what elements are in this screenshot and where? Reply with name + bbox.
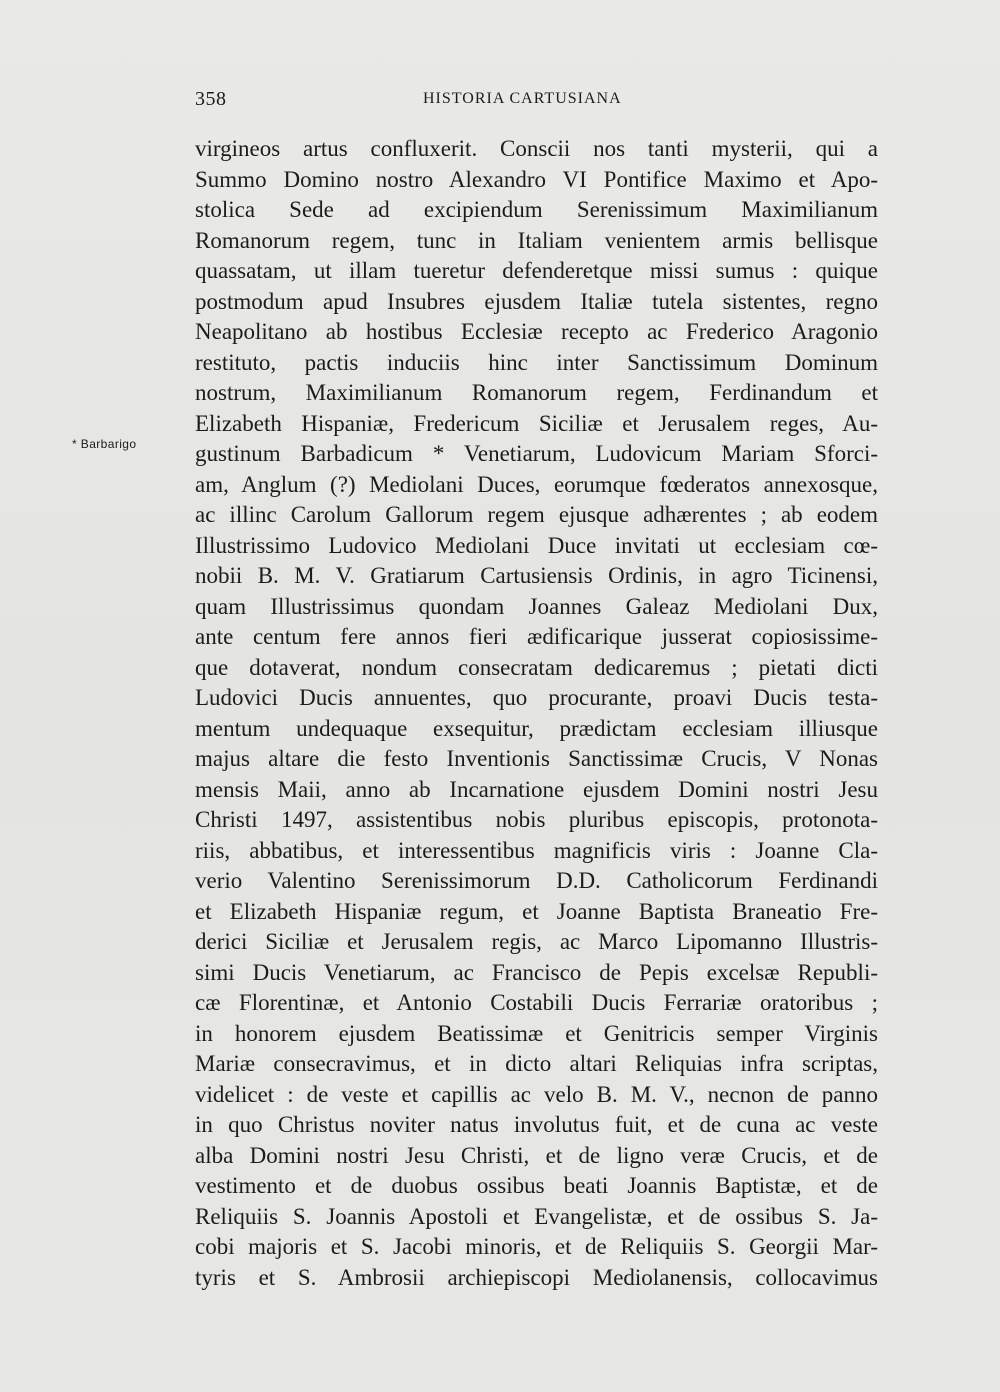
- text-line: Mariæ consecravimus, et in dicto altari Reliquias infra scriptas,: [195, 1051, 878, 1076]
- text-line: Elizabeth Hispaniæ, Fredericum Siciliæ et Jerusalem reges, Au-: [195, 410, 878, 436]
- text-line: derici Siciliæ et Jerusalem regis, ac Marco Lipomanno Illustris-: [195, 929, 878, 954]
- running-title: HISTORIA CARTUSIANA: [423, 90, 622, 107]
- text-line: tyris et S. Ambrosii archiepiscopi Mediolanensis, collocavimus: [195, 1264, 878, 1290]
- page-number: 358: [195, 88, 227, 110]
- body-text: [195, 134, 878, 1293]
- text-line: nostrum, Maximilianum Romanorum regem, Ferdinandum et: [195, 380, 878, 405]
- text-line: Reliquiis S. Joannis Apostoli et Evangelistæ, et de ossibus S. Ja-: [195, 1203, 878, 1229]
- text-line: Summo Domino nostro Alexandro VI Pontifice Maximo et Apo-: [195, 166, 878, 192]
- text-line: mensis Maii, anno ab Incarnatione ejusdem Domini nostri Jesu: [195, 776, 878, 802]
- text-line: ante centum fere annos fieri ædificarique jusserat copiosissime-: [195, 624, 878, 649]
- text-line: am, Anglum (?) Mediolani Duces, eorumque fœderatos annexosque,: [195, 471, 878, 497]
- text-line: vestimento et de duobus ossibus beati Joannis Baptistæ, et de: [195, 1173, 878, 1198]
- text-line: nobii B. M. V. Gratiarum Cartusiensis Ordinis, in agro Ticinensi,: [195, 563, 878, 588]
- text-line: gustinum Barbadicum * Venetiarum, Ludovicum Mariam Sforci-: [195, 441, 878, 466]
- text-line: cobi majoris et S. Jacobi minoris, et de Reliquiis S. Georgii Mar-: [195, 1234, 878, 1259]
- text-line: Christi 1497, assistentibus nobis pluribus episcopis, protonota-: [195, 807, 878, 832]
- text-line: et Elizabeth Hispaniæ regum, et Joanne Baptista Braneatio Fre-: [195, 898, 878, 924]
- text-line: que dotaverat, nondum consecratam dedicaremus ; pietati dicti: [195, 654, 878, 680]
- text-line: verio Valentino Serenissimorum D.D. Catholicorum Ferdinandi: [195, 868, 878, 893]
- text-line: alba Domini nostri Jesu Christi, et de ligno veræ Crucis, et de: [195, 1142, 878, 1168]
- text-line: postmodum apud Insubres ejusdem Italiæ tutela sistentes, regno: [195, 288, 878, 314]
- text-line: Ludovici Ducis annuentes, quo procurante, proavi Ducis testa-: [195, 685, 878, 710]
- text-line: mentum undequaque exsequitur, prædictam ecclesiam illiusque: [195, 715, 878, 741]
- text-line: ac illinc Carolum Gallorum regem ejusque adhærentes ; ab eodem: [195, 502, 878, 527]
- text-line: Neapolitano ab hostibus Ecclesiæ recepto ac Frederico Aragonio: [195, 319, 878, 344]
- text-line: majus altare die festo Inventionis Sanctissimæ Crucis, V Nonas: [195, 746, 878, 771]
- text-line: quam Illustrissimus quondam Joannes Galeaz Mediolani Dux,: [195, 593, 878, 619]
- text-line: quassatam, ut illam tueretur defenderetque missi sumus : quique: [195, 258, 878, 283]
- text-line: virgineos artus confluxerit. Conscii nos tanti mysterii, qui a: [195, 136, 878, 161]
- text-line: cæ Florentinæ, et Antonio Costabili Ducis Ferrariæ oratoribus ;: [195, 990, 878, 1015]
- running-header: [195, 88, 875, 114]
- text-line: videlicet : de veste et capillis ac velo B. M. V., necnon de panno: [195, 1081, 878, 1107]
- text-line: simi Ducis Venetiarum, ac Francisco de Pepis excelsæ Republi-: [195, 959, 878, 985]
- margin-note: * Barbarigo: [72, 437, 137, 451]
- text-line: in quo Christus noviter natus involutus fuit, et de cuna ac veste: [195, 1112, 878, 1137]
- text-line: Illustrissimo Ludovico Mediolani Duce invitati ut ecclesiam cœ-: [195, 532, 878, 558]
- text-line: riis, abbatibus, et interessentibus magnificis viris : Joanne Cla-: [195, 837, 878, 863]
- text-line: Romanorum regem, tunc in Italiam venientem armis bellisque: [195, 227, 878, 253]
- text-line: restituto, pactis induciis hinc inter Sanctissimum Dominum: [195, 349, 878, 375]
- text-line: in honorem ejusdem Beatissimæ et Genitricis semper Virginis: [195, 1020, 878, 1046]
- text-line: stolica Sede ad excipiendum Serenissimum Maximilianum: [195, 197, 878, 222]
